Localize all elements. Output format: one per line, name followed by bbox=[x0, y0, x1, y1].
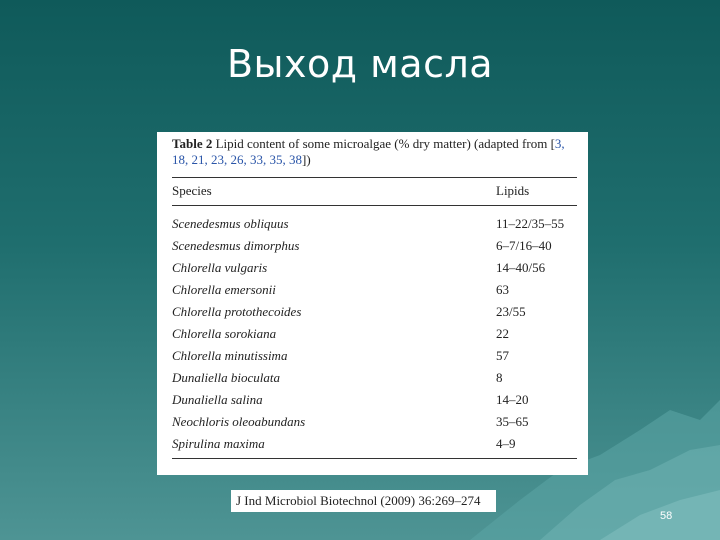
species-cell: Chlorella sorokiana bbox=[172, 326, 277, 341]
species-cell: Scenedesmus dimorphus bbox=[172, 238, 300, 253]
table-caption-refs: 3, 18, 21, 23, 26, 33, 35, 38 bbox=[172, 136, 565, 167]
species-cell: Dunaliella salina bbox=[172, 392, 263, 407]
species-cell: Chlorella protothecoides bbox=[172, 304, 302, 319]
species-cell: Chlorella vulgaris bbox=[172, 260, 268, 275]
lipids-cell: 14–40/56 bbox=[496, 260, 546, 275]
table-row bbox=[172, 304, 577, 326]
table-row bbox=[172, 282, 577, 304]
journal-citation: J Ind Microbiol Biotechnol (2009) 36:269–274 bbox=[231, 490, 496, 512]
species-cell: Spirulina maxima bbox=[172, 436, 265, 451]
table-row bbox=[172, 436, 577, 458]
slide-title: Выход масла bbox=[226, 42, 494, 86]
table-top-rule bbox=[172, 177, 577, 178]
table-caption-text: Lipid content of some microalgae (% dry matter) (adapted from [ bbox=[215, 136, 555, 151]
table-bottom-rule bbox=[172, 458, 577, 459]
table-caption-end: ]) bbox=[302, 152, 311, 167]
lipids-cell: 6–7/16–40 bbox=[496, 238, 552, 253]
header-lipids: Lipids bbox=[496, 183, 530, 198]
species-cell: Scenedesmus obliquus bbox=[172, 216, 289, 231]
lipids-cell: 8 bbox=[496, 370, 503, 385]
lipids-cell: 35–65 bbox=[496, 414, 529, 429]
lipids-cell: 4–9 bbox=[496, 436, 516, 451]
lipid-table-image bbox=[157, 132, 588, 475]
lipids-cell: 23/55 bbox=[496, 304, 526, 319]
species-cell: Neochloris oleoabundans bbox=[172, 414, 306, 429]
table-row bbox=[172, 260, 577, 282]
species-cell: Chlorella emersonii bbox=[172, 282, 276, 297]
table-row bbox=[172, 326, 577, 348]
lipids-cell: 22 bbox=[496, 326, 509, 341]
table-row bbox=[172, 216, 577, 238]
table-row bbox=[172, 370, 577, 392]
table-row bbox=[172, 348, 577, 370]
table-row bbox=[172, 414, 577, 436]
table-caption-label: Table 2 bbox=[172, 136, 213, 151]
lipids-cell: 14–20 bbox=[496, 392, 529, 407]
lipids-cell: 11–22/35–55 bbox=[496, 216, 565, 231]
header-species: Species bbox=[172, 183, 212, 198]
table-caption bbox=[172, 136, 584, 168]
page-number: 58 bbox=[660, 510, 673, 522]
lipids-cell: 57 bbox=[496, 348, 509, 363]
table-header-rule bbox=[172, 205, 577, 206]
species-cell: Chlorella minutissima bbox=[172, 348, 288, 363]
species-cell: Dunaliella bioculata bbox=[172, 370, 280, 385]
table-row bbox=[172, 392, 577, 414]
lipids-cell: 63 bbox=[496, 282, 509, 297]
table-row bbox=[172, 238, 577, 260]
